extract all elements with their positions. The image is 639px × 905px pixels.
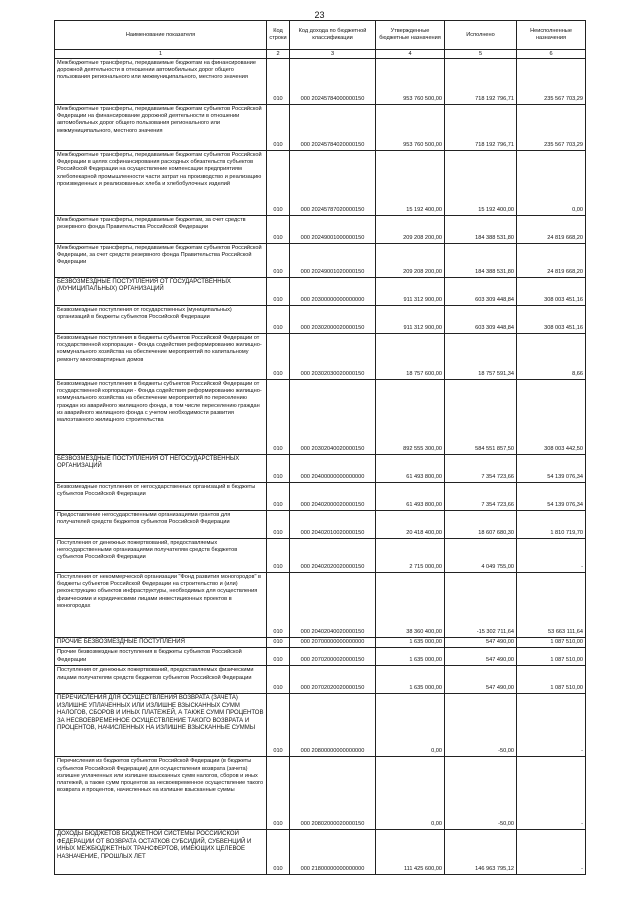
table-row [55, 306, 586, 334]
row-income-code: 000 20245784020000150 [290, 105, 376, 151]
row-name: Межбюджетные трансферты, передаваемые бюджетам субъектов Российской Федерации в целях софинансирования расходных обязательств субъектов Российской Федерации на осуществление компенсации предприятиям хлебопекарной промышленности части затрат на производство и реализацию произведенных и реализованных хлеба и хлебобулочных изделий [55, 151, 267, 216]
row-executed: 4 049 755,00 [445, 539, 517, 573]
table-row [55, 648, 586, 666]
row-line-code: 010 [267, 244, 290, 278]
row-executed: 547 490,00 [445, 638, 517, 648]
row-unexecuted: 54 139 076,34 [517, 483, 586, 511]
row-executed: 584 551 857,50 [445, 380, 517, 455]
row-executed: -15 302 711,64 [445, 573, 517, 638]
row-approved: 38 360 400,00 [376, 573, 445, 638]
row-income-code: 000 20302040020000150 [290, 380, 376, 455]
row-approved: 911 312 900,00 [376, 278, 445, 306]
row-line-code: 010 [267, 648, 290, 666]
row-line-code: 010 [267, 573, 290, 638]
row-income-code: 000 20802000020000150 [290, 757, 376, 830]
row-unexecuted: 235 567 703,29 [517, 59, 586, 105]
row-income-code: 000 20402000020000150 [290, 483, 376, 511]
row-line-code: 010 [267, 334, 290, 380]
row-executed: -50,00 [445, 757, 517, 830]
row-approved: 0,00 [376, 694, 445, 757]
row-line-code: 010 [267, 511, 290, 539]
table-row [55, 573, 586, 638]
row-unexecuted: - [517, 694, 586, 757]
table-row [55, 694, 586, 757]
row-line-code: 010 [267, 694, 290, 757]
row-line-code: 010 [267, 59, 290, 105]
row-income-code: 000 20249001000000150 [290, 216, 376, 244]
row-name: Поступления от денежных пожертвований, предоставляемых физическими лицами получателям средств бюджетов субъектов Российской Федерации [55, 666, 267, 694]
row-name: Поступления от некоммерческой организации "Фонд развития моногородов" в бюджеты субъектов Российской Федерации на строительство и (или) реконструкцию объектов инфраструктуры, необходимых для осуществления физическими и юридическими лицами инвестиционных проектов в моногородах [55, 573, 267, 638]
column-number: 3 [290, 50, 376, 59]
row-line-code: 010 [267, 666, 290, 694]
row-executed: 7 354 723,66 [445, 455, 517, 483]
row-executed: 184 388 531,80 [445, 244, 517, 278]
row-approved: 1 635 000,00 [376, 648, 445, 666]
row-income-code: 000 20400000000000000 [290, 455, 376, 483]
row-unexecuted: 1 087 510,00 [517, 648, 586, 666]
header-approved: Утвержденные бюджетные назначения [376, 21, 445, 50]
row-name: Предоставление негосударственными организациями грантов для получателей средств бюджетов субъектов Российской Федерации [55, 511, 267, 539]
row-unexecuted: 308 003 442,50 [517, 380, 586, 455]
table-body [55, 59, 586, 875]
table-row [55, 638, 586, 648]
row-income-code: 000 20402040020000150 [290, 573, 376, 638]
row-approved: 209 208 200,00 [376, 244, 445, 278]
row-approved: 209 208 200,00 [376, 216, 445, 244]
column-number: 5 [445, 50, 517, 59]
row-approved: 0,00 [376, 757, 445, 830]
budget-execution-table [54, 20, 586, 875]
row-executed: 603 309 448,84 [445, 278, 517, 306]
header-row [55, 21, 586, 50]
row-executed: 547 490,00 [445, 666, 517, 694]
row-unexecuted: 54 139 076,34 [517, 455, 586, 483]
header-line-code: Код строки [267, 21, 290, 50]
header-unexecuted: Неисполненные назначения [517, 21, 586, 50]
table-row [55, 666, 586, 694]
row-income-code: 000 20700000000000000 [290, 638, 376, 648]
row-name: Безвозмездные поступления в бюджеты субъектов Российской Федерации от государственной корпорации - Фонда содействия реформированию жилищно-коммунального хозяйства на обеспечение мероприятий по переселению граждан из аварийного жилищного фонда, в том числе переселению граждан из аварийного жилищного фонда с учетом необходимости развития малоэтажного жилищного строительства [55, 380, 267, 455]
row-unexecuted: 1 810 719,70 [517, 511, 586, 539]
row-approved: 953 760 500,00 [376, 59, 445, 105]
row-name: Поступления от денежных пожертвований, предоставляемых негосударственными организациями получателям средств бюджетов субъектов Российской Федерации [55, 539, 267, 573]
row-name: Межбюджетные трансферты, передаваемые бюджетам субъектов Российской Федерации, за счет средств резервного фонда Правительства Российской Федерации [55, 244, 267, 278]
table-row [55, 151, 586, 216]
table-row [55, 380, 586, 455]
row-name: Межбюджетные трансферты, передаваемые бюджетам субъектов Российской Федерации на финансирование дорожной деятельности в отношении автомобильных дорог общего пользования регионального или межмуниципального, местного значения [55, 105, 267, 151]
row-executed: 18 757 591,34 [445, 334, 517, 380]
row-name: Безвозмездные поступления от государственных (муниципальных) организаций в бюджеты субъектов Российской Федерации [55, 306, 267, 334]
row-unexecuted: 53 663 111,64 [517, 573, 586, 638]
row-executed: 15 192 400,00 [445, 151, 517, 216]
row-unexecuted: 308 003 451,16 [517, 278, 586, 306]
column-number: 1 [55, 50, 267, 59]
row-executed: 718 192 796,71 [445, 59, 517, 105]
row-approved: 892 555 300,00 [376, 380, 445, 455]
row-name: Межбюджетные трансферты, передаваемые бюджетам на финансирование дорожной деятельности в отношении автомобильных дорог общего пользования регионального или межмуниципального, местного значения [55, 59, 267, 105]
table-row [55, 511, 586, 539]
row-executed: 7 354 723,66 [445, 483, 517, 511]
row-line-code: 010 [267, 638, 290, 648]
row-income-code: 000 20302000020000150 [290, 306, 376, 334]
row-executed: 547 490,00 [445, 648, 517, 666]
row-line-code: 010 [267, 105, 290, 151]
row-income-code: 000 20302030020000150 [290, 334, 376, 380]
row-executed: 718 192 796,71 [445, 105, 517, 151]
table-row [55, 278, 586, 306]
row-income-code: 000 20402020020000150 [290, 539, 376, 573]
row-name: Межбюджетные трансферты, передаваемые бюджетам, за счет средств резервного фонда Правительства Российской Федерации [55, 216, 267, 244]
row-line-code: 010 [267, 483, 290, 511]
row-unexecuted: - [517, 539, 586, 573]
table-row [55, 483, 586, 511]
row-approved: 953 760 500,00 [376, 105, 445, 151]
row-approved: 15 192 400,00 [376, 151, 445, 216]
row-unexecuted: 308 003 451,16 [517, 306, 586, 334]
row-unexecuted: 24 819 668,20 [517, 244, 586, 278]
row-income-code: 000 20300000000000000 [290, 278, 376, 306]
table-row [55, 334, 586, 380]
row-income-code: 000 20702000020000150 [290, 648, 376, 666]
row-approved: 18 757 600,00 [376, 334, 445, 380]
row-income-code: 000 20249001020000150 [290, 244, 376, 278]
column-number: 2 [267, 50, 290, 59]
row-line-code: 010 [267, 278, 290, 306]
table-row [55, 59, 586, 105]
row-unexecuted: - [517, 757, 586, 830]
row-line-code: 010 [267, 306, 290, 334]
header-executed: Исполнено [445, 21, 517, 50]
row-approved: 2 715 000,00 [376, 539, 445, 573]
row-line-code: 010 [267, 757, 290, 830]
row-line-code: 010 [267, 380, 290, 455]
row-executed: 18 607 680,30 [445, 511, 517, 539]
column-number-row [55, 50, 586, 59]
row-income-code: 000 20245787020000150 [290, 151, 376, 216]
row-line-code: 010 [267, 151, 290, 216]
row-line-code: 010 [267, 539, 290, 573]
row-executed: 603 309 448,84 [445, 306, 517, 334]
row-name: ПЕРЕЧИСЛЕНИЯ ДЛЯ ОСУЩЕСТВЛЕНИЯ ВОЗВРАТА (ЗАЧЕТА) ИЗЛИШНЕ УПЛАЧЕННЫХ ИЛИ ИЗЛИШНЕ ВЗЫСКАННЫХ СУММ НАЛОГОВ, СБОРОВ И ИНЫХ ПЛАТЕЖЕЙ, А ТАКЖЕ СУММ ПРОЦЕНТОВ ЗА НЕСВОЕВРЕМЕННОЕ ОСУЩЕСТВЛЕНИЕ ТАКОГО ВОЗВРАТА И ПРОЦЕНТОВ, НАЧИСЛЕННЫХ НА ИЗЛИШНЕ ВЗЫСКАННЫЕ СУММЫ [55, 694, 267, 757]
row-income-code: 000 20245784000000150 [290, 59, 376, 105]
row-unexecuted: 8,66 [517, 334, 586, 380]
table-row [55, 216, 586, 244]
row-income-code: 000 20800000000000000 [290, 694, 376, 757]
table-row [55, 244, 586, 278]
row-name: Перечисления из бюджетов субъектов Российской Федерации (в бюджеты субъектов Российской Федерации) для осуществления возврата (зачета) излишне уплаченных или излишне взысканных сумм налогов, сборов и иных платежей, а также сумм процентов за несвоевременное осуществление такого возврата и процентов, начисленных на излишне взысканные суммы [55, 757, 267, 830]
row-line-code: 010 [267, 455, 290, 483]
row-name: БЕЗВОЗМЕЗДНЫЕ ПОСТУПЛЕНИЯ ОТ ГОСУДАРСТВЕННЫХ (МУНИЦИПАЛЬНЫХ) ОРГАНИЗАЦИЙ [55, 278, 267, 306]
row-income-code: 000 21800000000000000 [290, 830, 376, 875]
row-unexecuted: 24 819 668,20 [517, 216, 586, 244]
row-name: БЕЗВОЗМЕЗДНЫЕ ПОСТУПЛЕНИЯ ОТ НЕГОСУДАРСТВЕННЫХ ОРГАНИЗАЦИЙ [55, 455, 267, 483]
row-unexecuted: 235 567 703,29 [517, 105, 586, 151]
row-name: Безвозмездные поступления в бюджеты субъектов Российской Федерации от государственной корпорации - Фонда содействия реформированию жилищно-коммунального хозяйства на обеспечение мероприятий по капитальному ремонту многоквартирных домов [55, 334, 267, 380]
table-row [55, 757, 586, 830]
row-unexecuted: 0,00 [517, 151, 586, 216]
column-number: 6 [517, 50, 586, 59]
row-name: ПРОЧИЕ БЕЗВОЗМЕЗДНЫЕ ПОСТУПЛЕНИЯ [55, 638, 267, 648]
row-unexecuted: 1 087 510,00 [517, 666, 586, 694]
column-number: 4 [376, 50, 445, 59]
row-line-code: 010 [267, 830, 290, 875]
table-row [55, 105, 586, 151]
row-approved: 1 635 000,00 [376, 638, 445, 648]
row-income-code: 000 20702020020000150 [290, 666, 376, 694]
table-row [55, 539, 586, 573]
row-unexecuted: 1 087 510,00 [517, 638, 586, 648]
row-income-code: 000 20402010020000150 [290, 511, 376, 539]
row-executed: -50,00 [445, 694, 517, 757]
row-approved: 61 493 800,00 [376, 483, 445, 511]
row-approved: 911 312 900,00 [376, 306, 445, 334]
table-row [55, 830, 586, 875]
row-executed: 146 963 795,12 [445, 830, 517, 875]
table-row [55, 455, 586, 483]
row-approved: 61 493 800,00 [376, 455, 445, 483]
header-income-code: Код дохода по бюджетной классификации [290, 21, 376, 50]
row-line-code: 010 [267, 216, 290, 244]
header-name: Наименование показателя [55, 21, 267, 50]
row-approved: 1 635 000,00 [376, 666, 445, 694]
page-number: 23 [314, 10, 325, 20]
row-name: ДОХОДЫ БЮДЖЕТОВ БЮДЖЕТНОЙ СИСТЕМЫ РОССИЙСКОЙ ФЕДЕРАЦИИ ОТ ВОЗВРАТА ОСТАТКОВ СУБСИДИЙ, СУБВЕНЦИЙ И ИНЫХ МЕЖБЮДЖЕТНЫХ ТРАНСФЕРТОВ, ИМЕЮЩИХ ЦЕЛЕВОЕ НАЗНАЧЕНИЕ, ПРОШЛЫХ ЛЕТ [55, 830, 267, 875]
row-name: Прочие безвозмездные поступления в бюджеты субъектов Российской Федерации [55, 648, 267, 666]
row-executed: 184 388 531,80 [445, 216, 517, 244]
row-approved: 20 418 400,00 [376, 511, 445, 539]
row-unexecuted: - [517, 830, 586, 875]
row-approved: 111 425 600,00 [376, 830, 445, 875]
row-name: Безвозмездные поступления от негосударственных организаций в бюджеты субъектов Российской Федерации [55, 483, 267, 511]
